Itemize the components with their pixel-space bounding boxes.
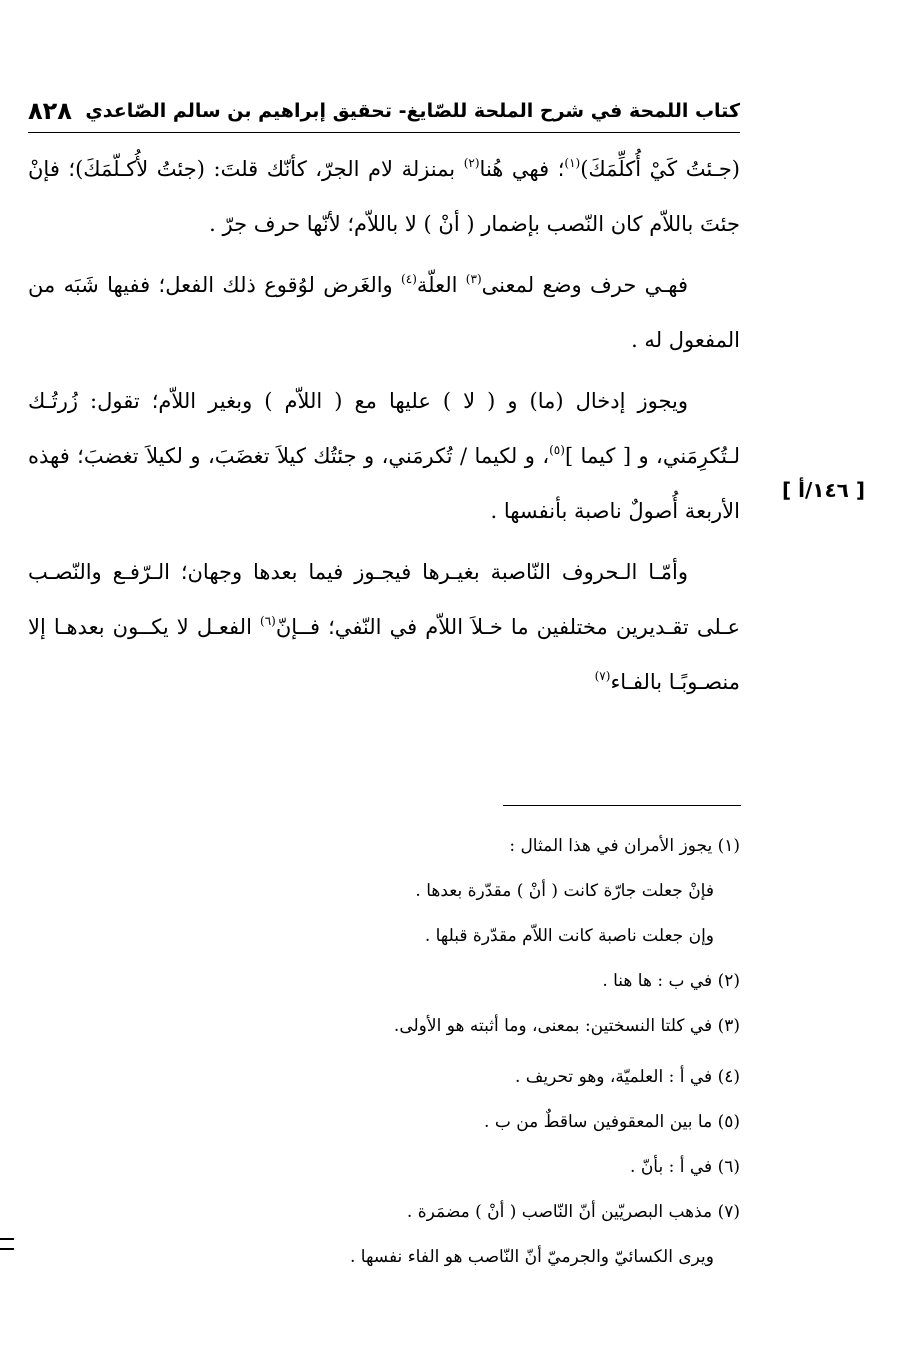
manuscript-folio-marker: [ ١٤٦/أ ] — [782, 478, 865, 502]
header-title: كتاب اللمحة في شرح الملحة للصّايغ- تحقيق إبراهيم بن سالم الصّاعدي — [85, 100, 740, 122]
main-text — [28, 142, 740, 716]
footnote-ref-5[interactable]: (٥) — [549, 443, 565, 457]
text-run: فهـي حرف وضع لمعنى — [481, 273, 689, 297]
text-run: بمنزلة لام الجرّ، كأنّك قلتَ: (جئتُ لأُكـلّمَكَ)؛ فإنْ جئتَ باللاّم كان النّصب بإضمار ( أنْ ) لا باللاّم؛ لأنّها حرف جرّ . — [28, 157, 740, 236]
page-edge-mark — [0, 1238, 14, 1250]
text-run: (جـئتُ كَيْ أُكلِّمَكَ) — [580, 157, 740, 181]
text-run: ، و لكيما / تُكرمَني، و جئتُك كيلاَ تغضَبَ، و لكيلاَ تغضبَ؛ فهذه الأربعة أُصولٌ ناصبة بأنفسها . — [28, 444, 740, 523]
footnote-ref-7[interactable]: (٧) — [594, 669, 611, 683]
footnote-ref-4[interactable]: (٤) — [401, 272, 417, 286]
paragraph-3 — [28, 374, 740, 539]
paragraph-2 — [28, 258, 740, 368]
footnote-1-line-2: فإنْ جعلت جارّة كانت ( أنْ ) مقدّرة بعدها . — [415, 881, 714, 901]
paragraph-1 — [28, 142, 740, 252]
footnote-separator — [503, 805, 741, 806]
footnote-ref-3[interactable]: (٣) — [465, 272, 482, 286]
text-run: الفعـل لا يكــون بعدهـا إلا منصـوبًـا بالفـاء — [28, 615, 740, 694]
paragraph-4 — [28, 545, 740, 710]
text-run: العلّة — [416, 273, 466, 297]
footnote-ref-6[interactable]: (٦) — [260, 614, 276, 628]
text-run: وأمّـا الـحروف النّاصبة بغيـرها فيجـوز فيما بعدها وجهان؛ الـرّفـع والنّصـب عـلى تقـديرين مختلفين ما خـلاَ اللاّم في النّفي؛ فــإنّ — [28, 560, 740, 639]
footnote-2: (٢) في ب : ها هنا . — [602, 971, 740, 991]
footnote-ref-1[interactable]: (١) — [564, 156, 581, 170]
footnote-4: (٤) في أ : العلميّة، وهو تحريف . — [514, 1067, 740, 1087]
text-run: والغَرض لوُقوع ذلك الفعل؛ ففيها شَبَه من المفعول له . — [28, 273, 740, 352]
footnote-7: (٧) مذهب البصريّين أنّ النّاصب ( أنْ ) مضمَرة . — [406, 1202, 740, 1222]
page-number: ٨٢٨ — [28, 97, 72, 125]
footnote-ref-2[interactable]: (٢) — [463, 156, 480, 170]
text-run: ويجوز إدخال (ما) و ( لا ) عليها مع ( اللاّم ) وبغير اللاّم؛ تقول: زُرتُـك لـتُكرِمَني، و [ كيما ] — [28, 389, 740, 468]
footnote-5: (٥) ما بين المعقوفين ساقطٌ من ب . — [484, 1112, 740, 1132]
running-header — [28, 98, 740, 133]
footnote-6: (٦) في أ : بأنّ . — [630, 1157, 740, 1177]
text-run: ؛ فهي هُنا — [479, 157, 565, 181]
footnote-3: (٣) في كلتا النسختين: بمعنى، وما أثبته هو الأولى. — [393, 1016, 740, 1036]
footnote-1: (١) يجوز الأمران في هذا المثال : — [509, 836, 740, 856]
footnote-7-line-2: ويرى الكسائيّ والجرميّ أنّ النّاصب هو الفاء نفسها . — [349, 1247, 714, 1267]
footnotes — [28, 824, 740, 1280]
footnote-1-line-3: وإن جعلت ناصبة كانت اللاّم مقدّرة قبلها . — [424, 926, 714, 946]
